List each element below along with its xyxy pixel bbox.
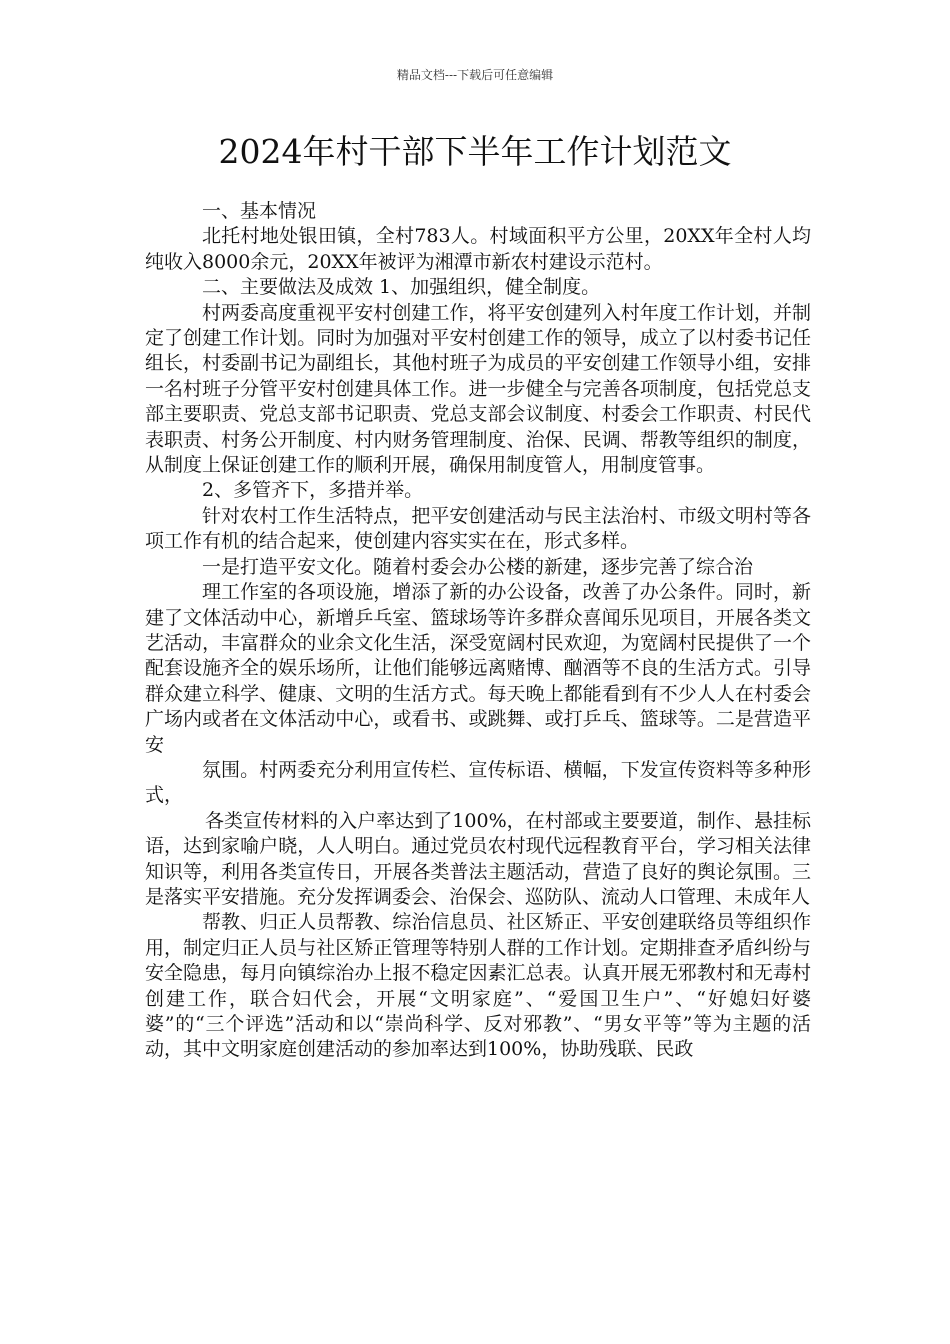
paragraph: 理工作室的各项设施，增添了新的办公设备，改善了办公条件。同时，新建了文体活动中心，新增乒乓室、篮球场等许多群众喜闻乐见项目，开展各类文艺活动，丰富群众的业余文化生活，深受宽阔村民欢迎，为宽阔村民提供了一个配套设施齐全的娱乐场所，让他们能够远离赌博、酗酒等不良的生活方式。引导群众建立科学、健康、文明的生活方式。每天晚上都能看到有不少人人在村委会广场内或者在文体活动中心，或看书、或跳舞、或打乒乓、篮球等。二是营造平安 <box>145 581 811 756</box>
paragraph: 北托村地处银田镇，全村783人。村域面积平方公里，20XX年全村人均纯收入8000余元，20XX年被评为湘潭市新农村建设示范村。 <box>145 225 811 273</box>
paragraph: 2、多管齐下，多措并举。 <box>202 479 424 502</box>
document-body <box>145 199 811 1063</box>
paragraph: 一是打造平安文化。随着村委会办公楼的新建，逐步完善了综合治 <box>202 555 754 578</box>
paragraph: 帮教、归正人员帮教、综治信息员、社区矫正、平安创建联络员等组织作用，制定归正人员与社区矫正管理等特别人群的工作计划。定期排查矛盾纠纷与安全隐患，每月向镇综治办上报不稳定因素汇总表。认真开展无邪教村和无毒村创建工作，联合妇代会，开展“文明家庭”、“爱国卫生户”、“好媳妇好婆婆”的“三个评选”活动和以“崇尚科学、反对邪教”、“男女平等”等为主题的活动，其中文明家庭创建活动的参加率达到100%，协助残联、民政 <box>145 911 811 1061</box>
paragraph: 二、主要做法及成效 1、加强组织，健全制度。 <box>202 276 601 299</box>
document-title: 2024年村干部下半年工作计划范文 <box>218 132 732 171</box>
paragraph: 各类宣传材料的入户率达到了100%，在村部或主要要道，制作、悬挂标语，达到家喻户晓，人人明白。通过党员农村现代远程教育平台，学习相关法律知识等，利用各类宣传日，开展各类普法主题活动，营造了良好的舆论氛围。三是落实平安措施。充分发挥调委会、治保会、巡防队、流动人口管理、未成年人 <box>145 809 811 908</box>
paragraph: 一、基本情况 <box>202 200 317 222</box>
paragraph: 氛围。村两委充分利用宣传栏、宣传标语、横幅，下发宣传资料等多种形式， <box>145 758 811 807</box>
header-note: 精品文档---下载后可任意编辑 <box>396 68 554 82</box>
paragraph: 村两委高度重视平安村创建工作，将平安创建列入村年度工作计划，并制定了创建工作计划。同时为加强对平安村创建工作的领导，成立了以村委书记任组长，村委副书记为副组长，其他村班子为成员的平安创建工作领导小组，安排一名村班子分管平安村创建具体工作。进一步健全与完善各项制度，包括党总支部主要职责、党总支部书记职责、党总支部会议制度、村委会工作职责、村民代表职责、村务公开制度、村内财务管理制度、治保、民调、帮教等组织的制度，从制度上保证创建工作的顺利开展，确保用制度管人，用制度管事。 <box>145 301 811 477</box>
paragraph: 针对农村工作生活特点，把平安创建活动与民主法治村、市级文明村等各项工作有机的结合起来，使创建内容实实在在，形式多样。 <box>145 504 811 553</box>
